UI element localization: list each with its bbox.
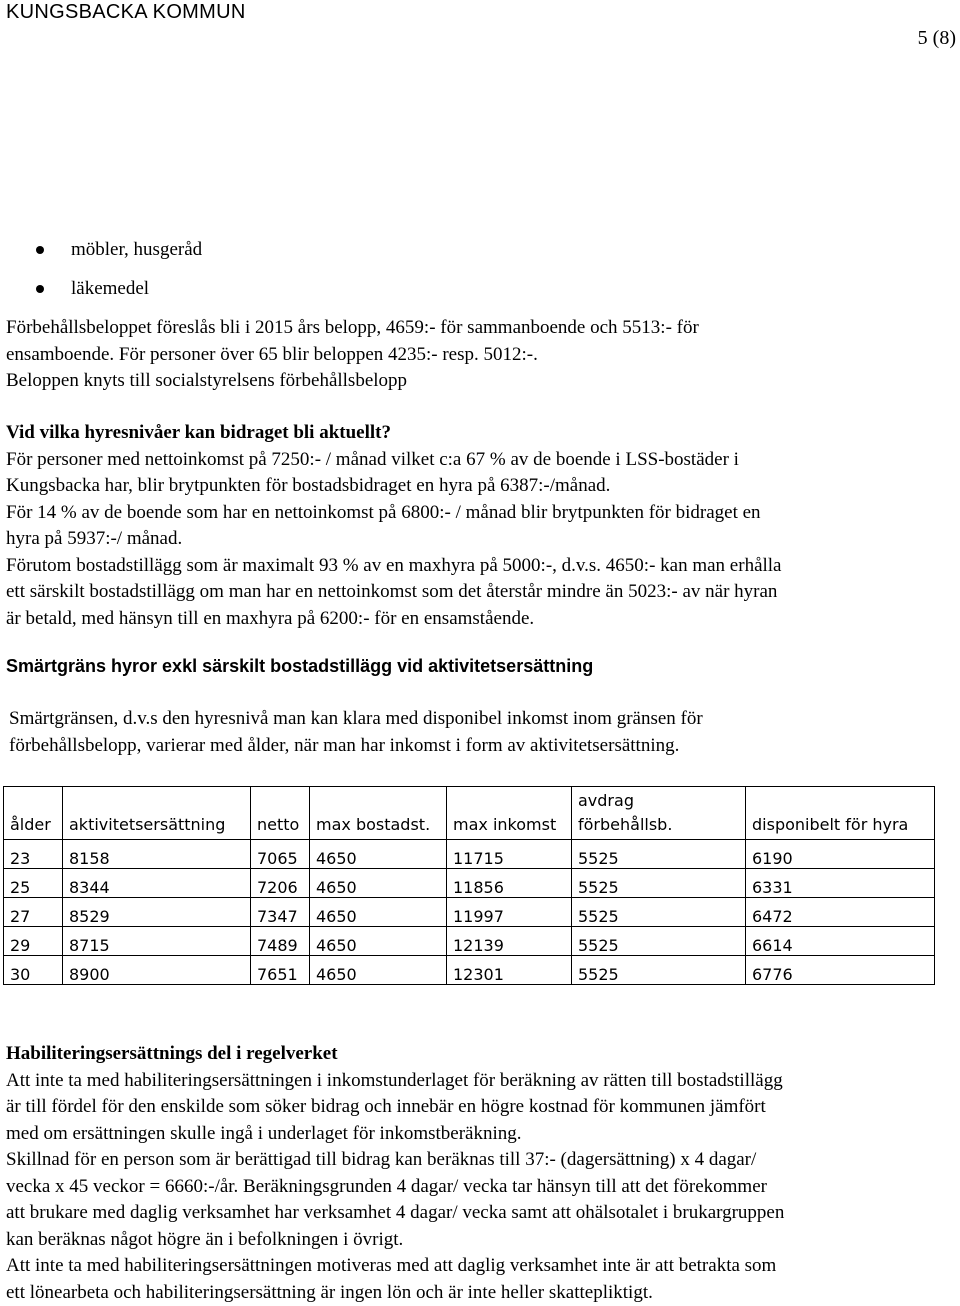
table-cell: 27 (4, 898, 63, 927)
table-row (4, 927, 935, 956)
paragraph-line: Smärtgränsen, d.v.s den hyresnivå man kan klara med disponibel inkomst inom gränsen för (9, 706, 703, 733)
paragraph-line: Skillnad för en person som är berättigad till bidrag kan beräknas till 37:- (dagersättning) x 4 dagar/ (6, 1147, 784, 1174)
table-cell: 8344 (63, 869, 251, 898)
column-header: aktivitetsersättning (63, 787, 251, 840)
column-header-line: förbehållsb. (578, 813, 745, 837)
table-cell: 7065 (251, 840, 310, 869)
paragraph-line: Kungsbacka har, blir brytpunkten för bostadsbidraget en hyra på 6387:-/månad. (6, 473, 782, 500)
table-row (4, 956, 935, 985)
paragraph-line: För 14 % av de boende som har en nettoinkomst på 6800:- / månad blir brytpunkten för bidraget en (6, 500, 782, 527)
table-row (4, 840, 935, 869)
list-item-text: möbler, husgeråd (71, 238, 202, 262)
table-cell: 5525 (572, 927, 746, 956)
paragraph-line: hyra på 5937:-/ månad. (6, 526, 782, 553)
section-heading: Vid vilka hyresnivåer kan bidraget bli aktuellt? (6, 420, 782, 447)
column-header-line: avdrag (578, 789, 745, 813)
paragraph-line: ensamboende. För personer över 65 blir beloppen 4235:- resp. 5012:-. (6, 342, 699, 369)
list-item-text: läkemedel (71, 277, 149, 301)
table-cell: 4650 (310, 869, 447, 898)
table-cell: 25 (4, 869, 63, 898)
paragraph-line: Beloppen knyts till socialstyrelsens förbehållsbelopp (6, 368, 699, 395)
paragraph-line: förbehållsbelopp, varierar med ålder, när man har inkomst i form av aktivitetsersättning. (9, 733, 703, 760)
table-cell: 5525 (572, 869, 746, 898)
table-cell: 6190 (746, 840, 935, 869)
table-cell: 29 (4, 927, 63, 956)
table-cell: 5525 (572, 898, 746, 927)
column-header: disponibelt för hyra (746, 787, 935, 840)
column-header: max bostadst. (310, 787, 447, 840)
rent-threshold-table (3, 786, 935, 985)
table-cell: 23 (4, 840, 63, 869)
table-header-row (4, 787, 935, 840)
table-cell: 6331 (746, 869, 935, 898)
rent-levels-section (6, 420, 782, 632)
bullet-icon (36, 246, 44, 254)
table-cell: 12139 (447, 927, 572, 956)
table-cell: 8158 (63, 840, 251, 869)
paragraph-line: är betald, med hänsyn till en maxhyra på 6200:- för en ensamstående. (6, 606, 782, 633)
pain-threshold-paragraph (9, 706, 703, 759)
paragraph-line: Förbehållsbeloppet föreslås bli i 2015 års belopp, 4659:- för sammanboende och 5513:- för (6, 315, 699, 342)
table-cell: 4650 (310, 840, 447, 869)
habilitation-section (6, 1041, 784, 1306)
paragraph-line: Förutom bostadstillägg som är maximalt 93 % av en maxhyra på 5000:-, d.v.s. 4650:- kan man erhålla (6, 553, 782, 580)
table-cell: 6614 (746, 927, 935, 956)
paragraph-line: Att inte ta med habiliteringsersättningen motiveras med att daglig verksamhet inte är att betrakta som (6, 1253, 784, 1280)
table-cell: 8715 (63, 927, 251, 956)
paragraph-line: vecka x 45 veckor = 6660:-/år. Beräkningsgrunden 4 dagar/ vecka tar hänsyn till att det förekommer (6, 1174, 784, 1201)
table-cell: 7206 (251, 869, 310, 898)
paragraph-line: kan beräknas något högre än i befolkningen i övrigt. (6, 1227, 784, 1254)
table-cell: 5525 (572, 956, 746, 985)
table-row (4, 898, 935, 927)
paragraph-line: ett lönearbeta och habiliteringsersättning är ingen lön och är inte heller skattepliktigt. (6, 1280, 784, 1306)
column-header: ålder (4, 787, 63, 840)
table-cell: 7651 (251, 956, 310, 985)
table-cell: 5525 (572, 840, 746, 869)
table-cell: 6472 (746, 898, 935, 927)
section-heading: Smärtgräns hyror exkl särskilt bostadstillägg vid aktivitetsersättning (6, 654, 593, 678)
table-cell: 6776 (746, 956, 935, 985)
column-header: netto (251, 787, 310, 840)
paragraph-line: För personer med nettoinkomst på 7250:- / månad vilket c:a 67 % av de boende i LSS-bostäder i (6, 447, 782, 474)
paragraph-line: att brukare med daglig verksamhet har verksamhet 4 dagar/ vecka samt att ohälsotalet i brukargruppen (6, 1200, 784, 1227)
paragraph-line: med om ersättningen skulle ingå i underlaget för inkomstberäkning. (6, 1121, 784, 1148)
table-cell: 11715 (447, 840, 572, 869)
table-row (4, 869, 935, 898)
page-number: 5 (8) (918, 26, 956, 50)
table-cell: 12301 (447, 956, 572, 985)
paragraph-line: ett särskilt bostadstillägg om man har en nettoinkomst som det återstår mindre än 5023:- av när hyran (6, 579, 782, 606)
table-cell: 8529 (63, 898, 251, 927)
paragraph-line: är till fördel för den enskilde som söker bidrag och innebär en högre kostnad för kommunen jämfört (6, 1094, 784, 1121)
table-cell: 4650 (310, 927, 447, 956)
table-cell: 4650 (310, 956, 447, 985)
section-heading: Habiliteringsersättnings del i regelverket (6, 1041, 784, 1068)
table-cell: 11856 (447, 869, 572, 898)
column-header (572, 787, 746, 840)
table-cell: 30 (4, 956, 63, 985)
table-cell: 11997 (447, 898, 572, 927)
paragraph-line: Att inte ta med habiliteringsersättningen i inkomstunderlaget för beräkning av rätten till bostadstillägg (6, 1068, 784, 1095)
bullet-icon (36, 285, 44, 293)
table-cell: 8900 (63, 956, 251, 985)
table-cell: 7489 (251, 927, 310, 956)
organization-name: KUNGSBACKA KOMMUN (6, 0, 246, 24)
reservation-amount-paragraph (6, 315, 699, 395)
table-cell: 7347 (251, 898, 310, 927)
column-header: max inkomst (447, 787, 572, 840)
table-cell: 4650 (310, 898, 447, 927)
